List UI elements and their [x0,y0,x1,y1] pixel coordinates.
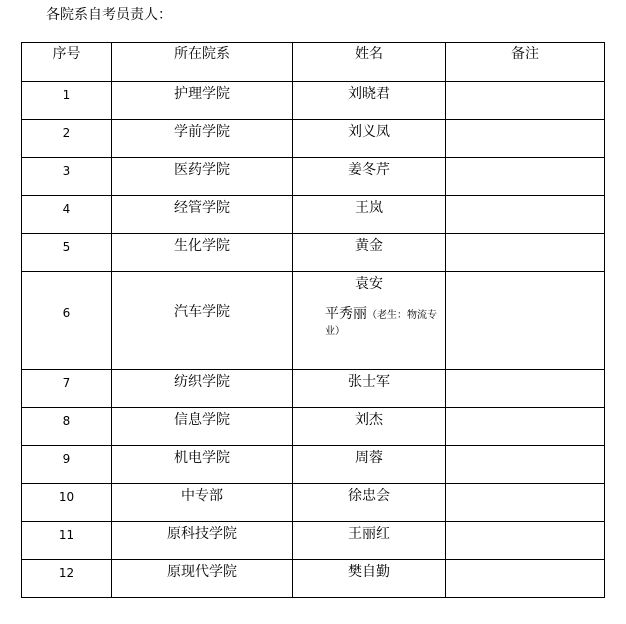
cell-remark [446,484,605,522]
table-row [22,408,605,446]
row-name: 徐忠会 [348,488,390,504]
row-dept: 经管学院 [174,200,230,216]
table-row [22,120,605,158]
cell-name [293,196,446,234]
row-dept: 纺织学院 [174,374,230,390]
cell-remark [446,446,605,484]
cell-no [22,120,112,158]
cell-name [293,82,446,120]
row-dept: 机电学院 [174,450,230,466]
header-name: 姓名 [355,46,383,62]
header-cell-no [22,43,112,82]
cell-dept [112,272,293,370]
cell-no [22,560,112,598]
header-dept: 所在院系 [174,46,230,62]
cell-remark [446,272,605,370]
row-remark [446,158,604,162]
cell-remark [446,196,605,234]
row-remark [446,446,604,450]
row-remark [446,120,604,124]
row-remark [446,522,604,526]
row-name-second [293,306,445,324]
cell-dept [112,234,293,272]
row-remark [446,234,604,238]
cell-remark [446,522,605,560]
cell-dept [112,408,293,446]
row-name: 王丽红 [348,526,390,542]
cell-dept [112,522,293,560]
cell-remark [446,560,605,598]
row-no: 2 [62,126,71,140]
cell-no [22,446,112,484]
cell-remark [446,408,605,446]
row-name: 刘晓君 [348,86,390,102]
responsible-persons-table [21,42,605,598]
row-dept: 学前学院 [174,124,230,140]
table-row [22,158,605,196]
row-no: 7 [62,376,71,390]
cell-no [22,196,112,234]
cell-dept [112,560,293,598]
cell-dept [112,82,293,120]
cell-remark [446,158,605,196]
row-name: 周蓉 [355,450,383,466]
row-name: 姜冬芹 [348,162,390,178]
row-name: 张士军 [348,374,390,390]
cell-remark [446,82,605,120]
cell-name [293,522,446,560]
row-remark [446,560,604,564]
header-remark: 备注 [511,46,539,62]
row-name: 樊自勤 [348,564,390,580]
cell-no [22,234,112,272]
cell-name [293,272,446,370]
row-dept: 原现代学院 [167,564,237,580]
second-person-note-line1: （老生：物流专 [367,310,437,321]
row-dept: 生化学院 [174,238,230,254]
cell-dept [112,120,293,158]
row-remark [446,484,604,488]
header-cell-dept [112,43,293,82]
cell-dept [112,484,293,522]
row-remark [446,82,604,86]
cell-name [293,560,446,598]
row-no: 8 [62,414,71,428]
table-row [22,234,605,272]
cell-name [293,158,446,196]
row-no: 3 [62,164,71,178]
row-dept: 信息学院 [174,412,230,428]
cell-name [293,408,446,446]
row-remark [446,272,604,276]
row-remark [446,408,604,412]
row-no: 6 [62,306,71,320]
table-row [22,82,605,120]
table-row [22,446,605,484]
cell-dept [112,446,293,484]
second-person-note-line2: 业） [325,326,345,337]
row-no: 11 [58,528,75,542]
row-name: 袁安 [355,276,383,292]
cell-no [22,484,112,522]
cell-dept [112,196,293,234]
document-title: 各院系自考员责人： [46,7,172,23]
row-dept: 汽车学院 [174,304,230,320]
cell-name [293,484,446,522]
cell-name [293,446,446,484]
table-row [22,484,605,522]
table-row [22,370,605,408]
row-no: 9 [62,452,71,466]
cell-no [22,408,112,446]
cell-no [22,370,112,408]
cell-name [293,370,446,408]
row-dept: 原科技学院 [167,526,237,542]
cell-no [22,522,112,560]
table-row [22,560,605,598]
cell-name [293,234,446,272]
row-name: 王岚 [355,200,383,216]
row-name: 黄金 [355,238,383,254]
cell-no [22,158,112,196]
cell-dept [112,158,293,196]
row-no: 10 [58,490,75,504]
cell-dept [112,370,293,408]
row-dept: 中专部 [181,488,223,504]
row-name: 刘义凤 [348,124,390,140]
row-remark [446,370,604,374]
header-no: 序号 [52,46,81,62]
cell-remark [446,120,605,158]
row-dept: 护理学院 [174,86,230,102]
cell-remark [446,234,605,272]
row-no: 12 [58,566,75,580]
row-name: 刘杰 [355,412,383,428]
cell-name [293,120,446,158]
table-row [22,272,605,370]
header-cell-remark [446,43,605,82]
row-remark [446,196,604,200]
table-row [22,522,605,560]
header-cell-name [293,43,446,82]
row-no: 4 [62,202,71,216]
cell-remark [446,370,605,408]
row-dept: 医药学院 [174,162,230,178]
cell-no [22,82,112,120]
table-row [22,196,605,234]
row-no: 5 [62,240,71,254]
second-person-name: 平秀丽 [325,306,367,322]
cell-no [22,272,112,370]
table-header-row [22,43,605,82]
row-no: 1 [62,88,71,102]
